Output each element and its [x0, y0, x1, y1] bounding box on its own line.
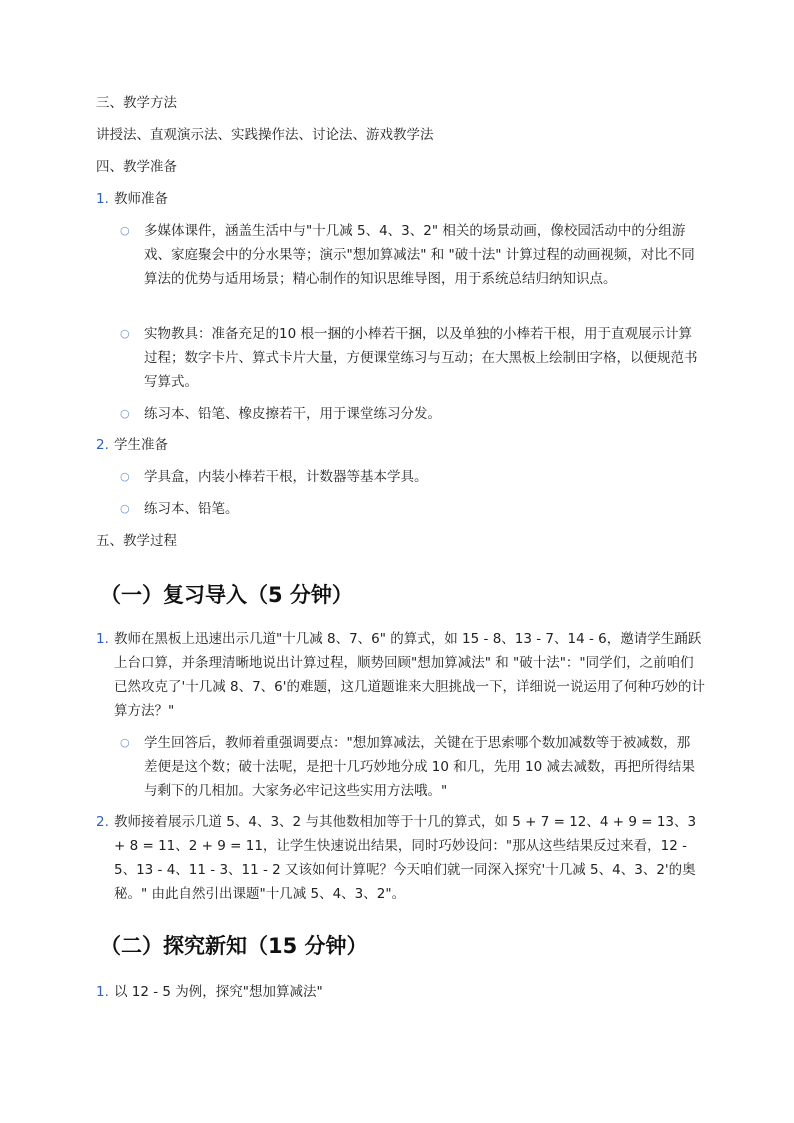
bullet-text: 多媒体课件，涵盖生活中与"十几减 5、4、3、2" 相关的场景动画，像校园活动中的分组游戏、家庭聚会中的分水果等；演示"想加算减法" 和 "破十法" 计算过程的动画视频，对比不同算法的优势与适用场景；精心制作的知识思维导图，用于系统总结归纳知识点。: [144, 223, 695, 287]
bullet-text: 学具盒，内装小棒若干根，计数器等基本学具。: [144, 469, 428, 485]
list-number: 2.: [96, 437, 109, 453]
bullet-icon: ○: [120, 327, 130, 340]
student-prep-title: 学生准备: [114, 437, 168, 453]
bullet-icon: ○: [120, 470, 130, 483]
review-sub-bullet: [120, 731, 700, 803]
student-prep-item: [96, 433, 706, 457]
review-item-2: [96, 810, 706, 906]
student-prep-bullet-2: [120, 497, 700, 521]
section-heading-methods: 三、教学方法: [96, 95, 177, 111]
bullet-text: 实物教具：准备充足的10 根一捆的小棒若干捆，以及单独的小棒若干根，用于直观展示计算过程；数字卡片、算式卡片大量，方便课堂练习与互动；在大黑板上绘制田字格，以便规范书写算式。: [144, 326, 698, 390]
teacher-prep-title: 教师准备: [114, 191, 168, 207]
student-prep-bullet-1: [120, 465, 700, 489]
explore-item-1: [96, 980, 706, 1004]
list-number: 1.: [96, 191, 109, 207]
review-item-1: [96, 627, 706, 723]
bullet-text: 学生回答后，教师着重强调要点："想加算减法，关键在于思索哪个数加减数等于被减数，那差便是这个数；破十法呢，是把十几巧妙地分成 10 和几，先用 10 减去减数，再把所得结果与剩下的几相加。大家务必牢记这些实用方法哦。": [144, 735, 696, 799]
bullet-text: 练习本、铅笔。: [144, 501, 239, 517]
methods-text: 讲授法、直观演示法、实践操作法、讨论法、游戏教学法: [96, 127, 434, 143]
bullet-text: 练习本、铅笔、橡皮擦若干，用于课堂练习分发。: [144, 406, 441, 422]
list-number: 1.: [96, 631, 109, 647]
list-number: 2.: [96, 814, 109, 830]
section-heading-process: 五、教学过程: [96, 533, 177, 549]
list-number: 1.: [96, 984, 109, 1000]
teacher-prep-item: [96, 187, 706, 211]
bullet-icon: ○: [120, 736, 130, 749]
review-item-1-text: 教师在黑板上迅速出示几道"十几减 8、7、6" 的算式，如 15 - 8、13 - 7、14 - 6，邀请学生踊跃上台口算，并条理清晰地说出计算过程，顺势回顾"想加算减法" 和 "破十法"："同学们，之前咱们已然攻克了'十几减 8、7、6'的难题，这几道题谁来大胆挑战一下，详细说一说运用了何种巧妙的计算方法？": [114, 631, 705, 719]
explore-item-1-text: 以 12 - 5 为例，探究"想加算减法": [114, 984, 323, 1000]
review-heading: （一）复习导入（5 分钟）: [100, 583, 353, 607]
section-heading-prep: 四、教学准备: [96, 159, 177, 175]
bullet-icon: ○: [120, 407, 130, 420]
review-item-2-text: 教师接着展示几道 5、4、3、2 与其他数相加等于十几的算式，如 5 + 7 = 12、4 + 9 = 13、3 + 8 = 11、2 + 9 = 11，让学生快速说出结果，同时巧妙设问："那从这些结果反过来看，12 - 5、13 - 4、11 - 3、11 - 2 又该如何计算呢？今天咱们就一同深入探究'十几减 5、4、3、2'的奥秘。" 由此自然引出课题"十几减 5、4、3、2"。: [114, 814, 697, 902]
explore-heading: （二）探究新知（15 分钟）: [100, 934, 368, 958]
bullet-icon: ○: [120, 502, 130, 515]
teacher-prep-bullet-2: [120, 322, 700, 394]
teacher-prep-bullet-3: [120, 402, 700, 426]
bullet-icon: ○: [120, 224, 130, 237]
teacher-prep-bullet-1: [120, 219, 700, 291]
